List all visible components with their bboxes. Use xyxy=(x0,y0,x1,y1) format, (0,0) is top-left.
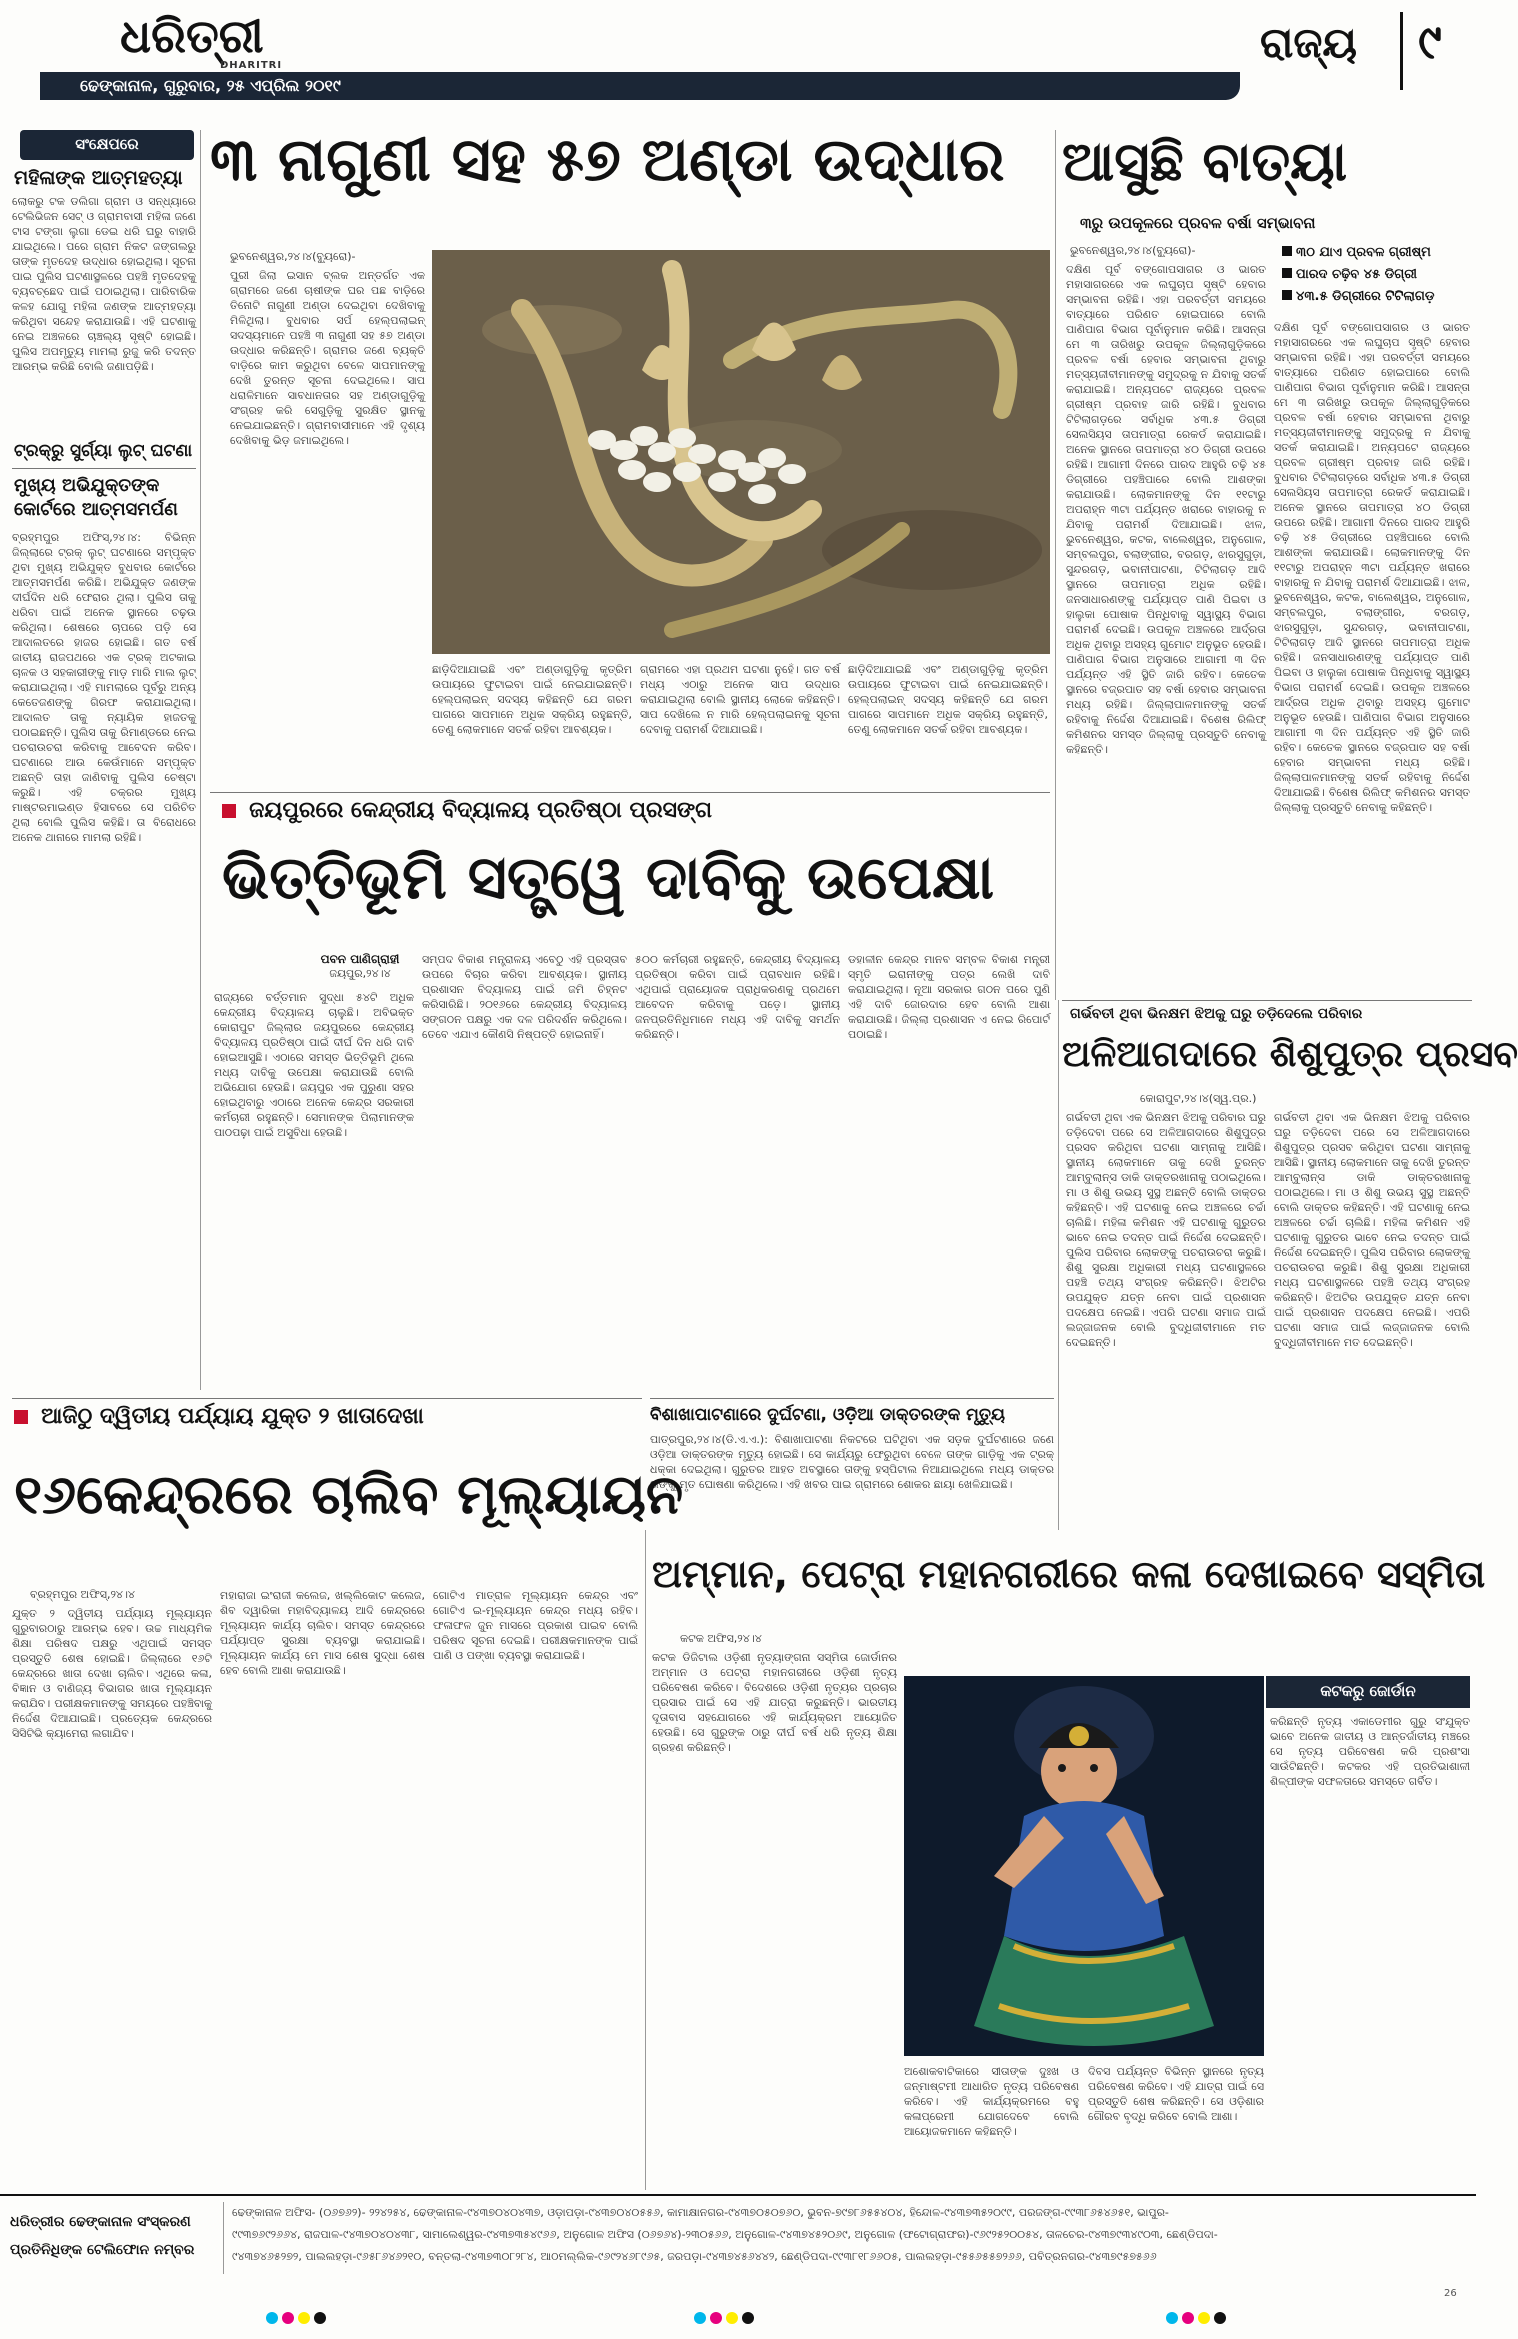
kv-col1: ରାଜ୍ୟରେ ବର୍ତ୍ତମାନ ସୁଦ୍ଧା ୫୪ଟି ଅଧିକ କେନ୍ଦ୍ରୀୟ ବିଦ୍ୟାଳୟ ଚାଲୁଛି। ଅବିଭକ୍ତ କୋରାପୁଟ ଜିଲ୍ଲାର ଜୟପୁରରେ କେନ୍ଦ୍ରୀୟ ବିଦ୍ୟାଳୟ ପ୍ରତିଷ୍ଠା ପାଇଁ ଦୀର୍ଘ ଦିନ ଧରି ଦାବି ହୋଇଆସୁଛି। ଏଠାରେ ସମସ୍ତ ଭିତ୍ତିଭୂମି ଥିଲେ ମଧ୍ୟ ଦାବିକୁ ଉପେକ୍ଷା କରାଯାଉଛି ବୋଲି ଅଭିଯୋଗ ହେଉଛି। ଜୟପୁର ଏକ ପୁରୁଣା ସହର ହୋଇଥିବାରୁ ଏଠାରେ ଅନେକ କେନ୍ଦ୍ର ସରକାରୀ କର୍ମଚାରୀ ରହୁଛନ୍ତି। ସେମାନଙ୍କ ପିଲାମାନଙ୍କ ପାଠପଢ଼ା ପାଇଁ ଅସୁବିଧା ହେଉଛି। xyxy=(214,991,414,1139)
page-code: 26 xyxy=(1444,2288,1457,2299)
logo-text: ଧରିତ୍ରୀ xyxy=(120,9,264,63)
section-rule xyxy=(210,792,1050,793)
aligarh-col2: ଗର୍ଭବତୀ ଥିବା ଏକ ଭିନକ୍ଷମ ଝିଅକୁ ପରିବାର ଘରୁ ତଡ଼ିଦେବା ପରେ ସେ ଅଳିଆଗଦାରେ ଶିଶୁପୁତ୍ର ପ୍ରସବ କରିଥିବା ଘଟଣା ସାମ୍ନାକୁ ଆସିଛି। ସ୍ଥାନୀୟ ଲୋକମାନେ ତାକୁ ଦେଖି ତୁରନ୍ତ ଆମ୍ବୁଲାନ୍ସ ଡାକି ଡାକ୍ତରଖାନାକୁ ପଠାଇଥିଲେ। ମା ଓ ଶିଶୁ ଉଭୟ ସୁସ୍ଥ ଅଛନ୍ତି ବୋଲି ଡାକ୍ତର କହିଛନ୍ତି। ଏହି ଘଟଣାକୁ ନେଇ ଅଞ୍ଚଳରେ ଚର୍ଚ୍ଚା ଚାଲିଛି। ମହିଳା କମିଶନ ଏହି ଘଟଣାକୁ ଗୁରୁତର ଭାବେ ନେଇ ତଦନ୍ତ ପାଇଁ ନିର୍ଦ୍ଦେଶ ଦେଇଛନ୍ତି। ପୁଲିସ ପରିବାର ଲୋକଙ୍କୁ ପଚରାଉଚରା କରୁଛି। ଶିଶୁ ସୁରକ୍ଷା ଅଧିକାରୀ ମଧ୍ୟ ଘଟଣାସ୍ଥଳରେ ପହଞ୍ଚି ତଥ୍ୟ ସଂଗ୍ରହ କରିଛନ୍ତି। ଝିଅଟିର ଉପଯୁକ୍ତ ଯତ୍ନ ନେବା ପାଇଁ ପ୍ରଶାସନ ପଦକ୍ଷେପ ନେଇଛି। ଏପରି ଘଟଣା ସମାଜ ପାଇଁ ଲଜ୍ଜାଜନକ ବୋଲି ବୁଦ୍ଧିଜୀବୀମାନେ ମତ ଦେଇଛନ୍ତି। xyxy=(1274,1111,1470,1349)
section-rule xyxy=(650,1398,1054,1399)
brief-heading-1: ମହିଳାଙ୍କ ଆତ୍ମହତ୍ୟା xyxy=(14,167,183,189)
footer-phone-line: ଢେଙ୍କାନାଳ ଅଫିସ- (୦୬୭୬୨)- ୨୨୪୨୫୪, ଢେଙ୍କାନାଳ-୯୪୩୭୦୪୦୪୩୭, ଓଡ଼ାପଡ଼ା-୯୪୩୭୦୪୦୫୫୬, କାମାକ୍ଷାନଗର-୯୪୩୭୦୫୦୭୬୦, ଭୁବନ-୭୯୭୮୬୫୫୪୦୪, ହିନ୍ଦୋଳ-୯୪୩୭୩୫୨୦୯୯, ପରଜଙ୍ଗ-୯୯୩୮୬୫୪୬୫୧, ଭାପୁର- xyxy=(232,2206,1169,2219)
section-box xyxy=(1240,0,1476,106)
cyclone-body-col2: ଦକ୍ଷିଣ ପୂର୍ବ ବଙ୍ଗୋପସାଗର ଓ ଭାରତ ମହାସାଗରରେ ଏକ ଲଘୁଚାପ ସୃଷ୍ଟି ହେବାର ସମ୍ଭାବନା ରହିଛି। ଏହା ପରବର୍ତ୍ତୀ ସମୟରେ ବାତ୍ୟାରେ ପରିଣତ ହୋଇପାରେ ବୋଲି ପାଣିପାଗ ବିଭାଗ ପୂର୍ବାନୁମାନ କରିଛି। ଆସନ୍ତା ମେ ୩ ତାରିଖରୁ ଉପକୂଳ ଜିଲ୍ଲାଗୁଡ଼ିକରେ ପ୍ରବଳ ବର୍ଷା ହେବାର ସମ୍ଭାବନା ଥିବାରୁ ମତ୍ସ୍ୟଜୀବୀମାନଙ୍କୁ ସମୁଦ୍ରକୁ ନ ଯିବାକୁ ସତର୍କ କରାଯାଇଛି। ଅନ୍ୟପଟେ ରାଜ୍ୟରେ ପ୍ରବଳ ଗ୍ରୀଷ୍ମ ପ୍ରବାହ ଜାରି ରହିଛି। ବୁଧବାର ଟିଟିଲାଗଡ଼ରେ ସର୍ବାଧିକ ୪୩.୫ ଡିଗ୍ରୀ ସେଲସିୟସ ତାପମାତ୍ରା ରେକର୍ଡ କରାଯାଇଛି। ଅନେକ ସ୍ଥାନରେ ତାପମାତ୍ରା ୪୦ ଡିଗ୍ରୀ ଉପରେ ରହିଛି। ଆଗାମୀ ଦିନରେ ପାରଦ ଆହୁରି ଚଢ଼ି ୪୫ ଡିଗ୍ରୀରେ ପହଞ୍ଚିପାରେ ବୋଲି ଆଶଙ୍କା କରାଯାଉଛି। ଲୋକମାନଙ୍କୁ ଦିନ ୧୧ଟାରୁ ଅପରାହ୍ନ ୩ଟା ପର୍ଯ୍ୟନ୍ତ ଖରାରେ ବାହାରକୁ ନ ଯିବାକୁ ପରାମର୍ଶ ଦିଆଯାଇଛି। ଝାଳ, ଭୁବନେଶ୍ୱର, କଟକ, ବାଲେଶ୍ୱର, ଅନୁଗୋଳ, ସମ୍ବଲପୁର, ବଲାଙ୍ଗୀର, ବରଗଡ଼, ଝାରସୁଗୁଡ଼ା, ସୁନ୍ଦରଗଡ଼, ଭବାନୀପାଟଣା, ଟିଟିଲାଗଡ଼ ଆଦି ସ୍ଥାନରେ ତାପମାତ୍ରା ଅଧିକ ରହିଛି। ଜନସାଧାରଣଙ୍କୁ ପର୍ଯ୍ୟାପ୍ତ ପାଣି ପିଇବା ଓ ହାଲୁକା ପୋଷାକ ପିନ୍ଧିବାକୁ ସ୍ୱାସ୍ଥ୍ୟ ବିଭାଗ ପରାମର୍ଶ ଦେଇଛି। ଉପକୂଳ ଅଞ୍ଚଳରେ ଆର୍ଦ୍ରତା ଅଧିକ ଥିବାରୁ ଅସହ୍ୟ ଗୁମୋଟ ଅନୁଭୂତ ହେଉଛି। ପାଣିପାଗ ବିଭାଗ ଅନୁସାରେ ଆଗାମୀ ୩ ଦିନ ପର୍ଯ୍ୟନ୍ତ ଏହି ସ୍ଥିତି ଜାରି ରହିବ। କେତେକ ସ୍ଥାନରେ ବଜ୍ରପାତ ସହ ବର୍ଷା ହେବାର ସମ୍ଭାବନା ମଧ୍ୟ ରହିଛି। ଜିଲ୍ଲାପାଳମାନଙ୍କୁ ସତର୍କ ରହିବାକୁ ନିର୍ଦ୍ଦେଶ ଦିଆଯାଇଛି। ବିଶେଷ ରିଲିଫ୍ କମିଶନର ସମସ୍ତ ଜିଲ୍ଲାକୁ ପ୍ରସ୍ତୁତି ନେବାକୁ କହିଛନ୍ତି। xyxy=(1274,321,1470,814)
kicker-marker xyxy=(14,1410,28,1424)
cyan-dot xyxy=(694,2312,706,2324)
cyclone-dateline: ଭୁବନେଶ୍ୱର,୨୪।୪(ବ୍ୟୁରୋ)- xyxy=(1070,244,1196,257)
logo-subtext: DHARITRI xyxy=(220,60,283,71)
section-name: ରାଜ୍ୟ xyxy=(1260,18,1358,67)
exam-kicker xyxy=(14,1404,634,1434)
aligarh-dateline: କୋରାପୁଟ,୨୪।୪(ସ୍ୱ.ପ୍ର.) xyxy=(1140,1092,1257,1105)
footer-phone-line: ୯୪୩୭୪୬୫୨୭୨, ପାଲଲହଡ଼ା-୯୬୫୮୬୪୬୨୧୦, ବନ୍ତଲା-୯୪୩୭୩୦୮୨୮୪, ଆଠମଲ୍ଲିକ-୯୬୯୨୪୬୮୯୬୫, ଜରପଡ଼ା-୯୪୩୭୪୫୬୪୪୨, ଛେଣ୍ଡିପଦା-୯୯୩୮୧୮୬୬୦୫, ପାଲଲହଡ଼ା-୯୫୫୬୫୫୭୨୬୬, ପବିତ୍ରନଗର-୯୪୩୭୯୫୭୫୬୬ xyxy=(232,2250,1157,2263)
yellow-dot xyxy=(726,2312,738,2324)
aligarh-headline: ଅଳିଆଗଦାରେ ଶିଶୁପୁତ୍ର ପ୍ରସବ xyxy=(1062,1034,1518,1075)
logo xyxy=(120,8,340,71)
footer-label-box xyxy=(4,2202,224,2274)
cyclone-subhead: ୩ରୁ ଉପକୂଳରେ ପ୍ରବଳ ବର୍ଷା ସମ୍ଭାବନା xyxy=(1080,214,1316,232)
cyclone-body-col1: ଦକ୍ଷିଣ ପୂର୍ବ ବଙ୍ଗୋପସାଗର ଓ ଭାରତ ମହାସାଗରରେ ଏକ ଲଘୁଚାପ ସୃଷ୍ଟି ହେବାର ସମ୍ଭାବନା ରହିଛି। ଏହା ପରବର୍ତ୍ତୀ ସମୟରେ ବାତ୍ୟାରେ ପରିଣତ ହୋଇପାରେ ବୋଲି ପାଣିପାଗ ବିଭାଗ ପୂର୍ବାନୁମାନ କରିଛି। ଆସନ୍ତା ମେ ୩ ତାରିଖରୁ ଉପକୂଳ ଜିଲ୍ଲାଗୁଡ଼ିକରେ ପ୍ରବଳ ବର୍ଷା ହେବାର ସମ୍ଭାବନା ଥିବାରୁ ମତ୍ସ୍ୟଜୀବୀମାନଙ୍କୁ ସମୁଦ୍ରକୁ ନ ଯିବାକୁ ସତର୍କ କରାଯାଇଛି। ଅନ୍ୟପଟେ ରାଜ୍ୟରେ ପ୍ରବଳ ଗ୍ରୀଷ୍ମ ପ୍ରବାହ ଜାରି ରହିଛି। ବୁଧବାର ଟିଟିଲାଗଡ଼ରେ ସର୍ବାଧିକ ୪୩.୫ ଡିଗ୍ରୀ ସେଲସିୟସ ତାପମାତ୍ରା ରେକର୍ଡ କରାଯାଇଛି। ଅନେକ ସ୍ଥାନରେ ତାପମାତ୍ରା ୪୦ ଡିଗ୍ରୀ ଉପରେ ରହିଛି। ଆଗାମୀ ଦିନରେ ପାରଦ ଆହୁରି ଚଢ଼ି ୪୫ ଡିଗ୍ରୀରେ ପହଞ୍ଚିପାରେ ବୋଲି ଆଶଙ୍କା କରାଯାଉଛି। ଲୋକମାନଙ୍କୁ ଦିନ ୧୧ଟାରୁ ଅପରାହ୍ନ ୩ଟା ପର୍ଯ୍ୟନ୍ତ ଖରାରେ ବାହାରକୁ ନ ଯିବାକୁ ପରାମର୍ଶ ଦିଆଯାଇଛି। ଝାଳ, ଭୁବନେଶ୍ୱର, କଟକ, ବାଲେଶ୍ୱର, ଅନୁଗୋଳ, ସମ୍ବଲପୁର, ବଲାଙ୍ଗୀର, ବରଗଡ଼, ଝାରସୁଗୁଡ଼ା, ସୁନ୍ଦରଗଡ଼, ଭବାନୀପାଟଣା, ଟିଟିଲାଗଡ଼ ଆଦି ସ୍ଥାନରେ ତାପମାତ୍ରା ଅଧିକ ରହିଛି। ଜନସାଧାରଣଙ୍କୁ ପର୍ଯ୍ୟାପ୍ତ ପାଣି ପିଇବା ଓ ହାଲୁକା ପୋଷାକ ପିନ୍ଧିବାକୁ ସ୍ୱାସ୍ଥ୍ୟ ବିଭାଗ ପରାମର୍ଶ ଦେଇଛି। ଉପକୂଳ ଅଞ୍ଚଳରେ ଆର୍ଦ୍ରତା ଅଧିକ ଥିବାରୁ ଅସହ୍ୟ ଗୁମୋଟ ଅନୁଭୂତ ହେଉଛି। ପାଣିପାଗ ବିଭାଗ ଅନୁସାରେ ଆଗାମୀ ୩ ଦିନ ପର୍ଯ୍ୟନ୍ତ ଏହି ସ୍ଥିତି ଜାରି ରହିବ। କେତେକ ସ୍ଥାନରେ ବଜ୍ରପାତ ସହ ବର୍ଷା ହେବାର ସମ୍ଭାବନା ମଧ୍ୟ ରହିଛି। ଜିଲ୍ଲାପାଳମାନଙ୍କୁ ସତର୍କ ରହିବାକୁ ନିର୍ଦ୍ଦେଶ ଦିଆଯାଇଛି। ବିଶେଷ ରିଲିଫ୍ କମିଶନର ସମସ୍ତ ଜିଲ୍ଲାକୁ ପ୍ରସ୍ତୁତି ନେବାକୁ କହିଛନ୍ତି। xyxy=(1066,263,1266,756)
exam-dateline: ବ୍ରହ୍ମପୁର ଅଫିସ୍,୨୪।୪ xyxy=(30,1588,135,1601)
snake-body-right-2: ଛାଡ଼ିଦିଆଯାଇଛି ଏବଂ ଅଣ୍ଡାଗୁଡ଼ିକୁ କୃତ୍ରିମ ଉପାୟରେ ଫୁଟାଇବା ପାଇଁ ନେଇଯାଇଛନ୍ତି। ହେଲ୍ପଲାଇନ୍ ସଦସ୍ୟ କହିଛନ୍ତି ଯେ ଗରମ ପାଗରେ ସାପମାନେ ଅଧିକ ସକ୍ରିୟ ରହୁଛନ୍ତି, ତେଣୁ ଲୋକମାନେ ସତର୍କ ରହିବା ଆବଶ୍ୟକ। xyxy=(848,663,1048,736)
masthead xyxy=(0,0,1476,106)
yellow-dot xyxy=(298,2312,310,2324)
cyclone-bullet-text: ୩ଠ ଯାଏ ପ୍ରବଳ ଗ୍ରୀଷ୍ମ xyxy=(1296,245,1431,260)
dance-col4: ଦିବସ ପର୍ଯ୍ୟନ୍ତ ବିଭିନ୍ନ ସ୍ଥାନରେ ନୃତ୍ୟ ପରିବେଷଣ କରିବେ। ଏହି ଯାତ୍ରା ପାଇଁ ସେ ପ୍ରସ୍ତୁତି ଶେଷ କରିଛନ୍ତି। ସେ ଓଡ଼ିଶାର ଗୌରବ ବୃଦ୍ଧି କରିବେ ବୋଲି ଆଶା। xyxy=(1088,2065,1264,2123)
column-rule xyxy=(1058,1000,1059,1530)
dance-badge-text: କଟକରୁ ଜୋର୍ଡାନ xyxy=(1320,1682,1416,1700)
cyan-dot xyxy=(266,2312,278,2324)
exam-col1: ଯୁକ୍ତ ୨ ଦ୍ୱିତୀୟ ପର୍ଯ୍ୟାୟ ମୂଲ୍ୟାୟନ ଗୁରୁବାରଠାରୁ ଆରମ୍ଭ ହେବ। ଉଚ୍ଚ ମାଧ୍ୟମିକ ଶିକ୍ଷା ପରିଷଦ ପକ୍ଷରୁ ଏଥିପାଇଁ ସମସ୍ତ ପ୍ରସ୍ତୁତି ଶେଷ ହୋଇଛି। ଜିଲ୍ଲାରେ ୧୬ଟି କେନ୍ଦ୍ରରେ ଖାତା ଦେଖା ଚାଲିବ। ଏଥିରେ କଳା, ବିଜ୍ଞାନ ଓ ବାଣିଜ୍ୟ ବିଭାଗର ଖାତା ମୂଲ୍ୟାୟନ କରାଯିବ। ପରୀକ୍ଷକମାନଙ୍କୁ ସମୟରେ ପହଞ୍ଚିବାକୁ ନିର୍ଦ୍ଦେଶ ଦିଆଯାଇଛି। ପ୍ରତ୍ୟେକ କେନ୍ଦ୍ରରେ ସିସିଟିଭି କ୍ୟାମେରା ଲଗାଯିବ। xyxy=(12,1607,212,1740)
footer-box xyxy=(0,2198,1476,2282)
dance-col1: କଟକ ଡିଜିଟାଲ ଓଡ଼ିଶୀ ନୃତ୍ୟାଙ୍ଗନା ସସ୍ମିତା ଜୋର୍ଡାନର ଅମ୍ମାନ ଓ ପେଟ୍ରା ମହାନଗରୀରେ ଓଡ଼ିଶୀ ନୃତ୍ୟ ପରିବେଷଣ କରିବେ। ବିଦେଶରେ ଓଡ଼ିଶୀ ନୃତ୍ୟର ପ୍ରଚାର ପ୍ରସାର ପାଇଁ ସେ ଏହି ଯାତ୍ରା କରୁଛନ୍ତି। ଭାରତୀୟ ଦୂତାବାସ ସହଯୋଗରେ ଏହି କାର୍ଯ୍ୟକ୍ରମ ଆୟୋଜିତ ହେଉଛି। ସେ ଗୁରୁଙ୍କ ଠାରୁ ଦୀର୍ଘ ବର୍ଷ ଧରି ନୃତ୍ୟ ଶିକ୍ଷା ଗ୍ରହଣ କରିଛନ୍ତି। xyxy=(652,1651,897,1754)
cyan-dot xyxy=(1166,2312,1178,2324)
exam-kicker-text: ଆଜିଠୁ ଦ୍ୱିତୀୟ ପର୍ଯ୍ୟାୟ ଯୁକ୍ତ ୨ ଖାତାଦେଖା xyxy=(41,1404,424,1429)
section-divider xyxy=(1400,12,1403,90)
vizag-body: ପାତ୍ରପୁର,୨୪।୪(ଡି.ଏ.ଏ.): ବିଶାଖାପାଟଣା ନିକଟରେ ଘଟିଥିବା ଏକ ସଡ଼କ ଦୁର୍ଘଟଣାରେ ଜଣେ ଓଡ଼ିଆ ଡାକ୍ତରଙ୍କ ମୃତ୍ୟୁ ହୋଇଛି। ସେ କାର୍ଯ୍ୟରୁ ଫେରୁଥିବା ବେଳେ ତାଙ୍କ ଗାଡ଼ିକୁ ଏକ ଟ୍ରକ୍ ଧକ୍କା ଦେଇଥିଲା। ଗୁରୁତର ଆହତ ଅବସ୍ଥାରେ ତାଙ୍କୁ ହସ୍ପିଟାଲ ନିଆଯାଇଥିଲେ ମଧ୍ୟ ଡାକ୍ତର ତାଙ୍କୁ ମୃତ ଘୋଷଣା କରିଥିଲେ। ଏହି ଖବର ପାଇ ଗ୍ରାମରେ ଶୋକର ଛାୟା ଖେଳିଯାଇଛି। xyxy=(650,1433,1054,1491)
page-number: ୯ xyxy=(1418,14,1442,70)
black-dot xyxy=(1214,2312,1226,2324)
kv-headline: ଭିତ୍ତିଭୂମି ସତ୍ତ୍ୱେ ଦାବିକୁ ଉପେକ୍ଷା xyxy=(222,843,995,913)
cyclone-bullet-text: ୪୩.୫ ଡିଗ୍ରୀରେ ଟିଟିଲାଗଡ଼ xyxy=(1296,289,1435,304)
column-rule xyxy=(645,1530,646,2190)
brief-label xyxy=(20,130,194,160)
kv-byline xyxy=(290,952,430,981)
exam-col3: ଗୋଟିଏ ମାତ୍ରାଳ ମୂଲ୍ୟାୟନ କେନ୍ଦ୍ର ଏବଂ ଗୋଟିଏ ଇ-ମୂଲ୍ୟାୟନ କେନ୍ଦ୍ର ମଧ୍ୟ ରହିବ। ଫଳାଫଳ ଜୁନ ମାସରେ ପ୍ରକାଶ ପାଇବ ବୋଲି ପରିଷଦ ସୂଚନା ଦେଇଛି। ପରୀକ୍ଷକମାନଙ୍କ ପାଇଁ ପାଣି ଓ ପଙ୍ଖା ବ୍ୟବସ୍ଥା କରାଯାଇଛି। xyxy=(433,1589,638,1662)
magenta-dot xyxy=(1182,2312,1194,2324)
footer-phone-line: ୯୯୩୭୬୯୨୬୬୪, ରାଜପାଳ-୯୪୩୭୦୪୦୪୩୮, ସାମାଲେଶ୍ୱର-୯୪୩୭୩୫୪୯୬୬, ଅନୁଗୋଳ ଅଫିସ (୦୬୭୬୪)-୨୩୦୫୬୬, ଅନୁଗୋଳ-୯୪୩୭୪୫୨୦୬୯, ଅନୁଗୋଳ (ଫଟୋଗ୍ରାଫର)-୯୬୯୨୫୨୦୦୫୪, ତାଳଚେର-୯୪୩୭୯୩୪୯୦୩, ଛେଣ୍ଡିପଦା- xyxy=(232,2228,1218,2241)
snake-dateline: ଭୁବନେଶ୍ୱର,୨୪।୪(ବ୍ୟୁରୋ)- xyxy=(230,250,356,263)
cyclone-bullet xyxy=(1282,286,1472,308)
section-rule xyxy=(12,1398,642,1399)
snake-body-right: ଗ୍ରାମରେ ଏହା ପ୍ରଥମ ଘଟଣା ନୁହେଁ। ଗତ ବର୍ଷ ମଧ୍ୟ ଏଠାରୁ ଅନେକ ସାପ ଉଦ୍ଧାର କରାଯାଇଥିଲା ବୋଲି ସ୍ଥାନୀୟ ଲୋକେ କହିଛନ୍ତି। ସାପ ଦେଖିଲେ ନ ମାରି ହେଲ୍ପଲାଇନକୁ ସୂଚନା ଦେବାକୁ ପରାମର୍ଶ ଦିଆଯାଇଛି। xyxy=(640,663,840,736)
magenta-dot xyxy=(710,2312,722,2324)
column-rule xyxy=(200,130,201,1390)
kv-byline-name: ପବନ ପାଣିଗ୍ରାହୀ xyxy=(320,952,400,966)
cyclone-headline: ଆସୁଛି ବାତ୍ୟା xyxy=(1062,130,1348,193)
section-rule xyxy=(1062,1000,1472,1001)
dateline-bar xyxy=(40,72,1240,100)
exam-headline: ୧୬କେନ୍ଦ୍ରରେ ଚାଲିବ ମୂଲ୍ୟାୟନ xyxy=(14,1463,684,1526)
column-rule xyxy=(1055,130,1056,1000)
kv-kicker xyxy=(222,798,1052,828)
snake-photo xyxy=(432,250,1050,654)
snake-headline: ୩ ନାଗୁଣୀ ସହ ୫୭ ଅଣ୍ଡା ଉଦ୍ଧାର xyxy=(210,125,1005,195)
cyclone-bullet xyxy=(1282,264,1472,286)
kv-col2: ସମ୍ପଦ ବିକାଶ ମନ୍ତ୍ରାଳୟ ଏବେଠୁ ଏହି ପ୍ରସ୍ତାବ ଉପରେ ବିଚାର କରିବା ଆବଶ୍ୟକ। ସ୍ଥାନୀୟ ପ୍ରଶାସନ ବିଦ୍ୟାଳୟ ପାଇଁ ଜମି ଚିହ୍ନଟ କରିସାରିଛି। ୨୦୧୬ରେ କେନ୍ଦ୍ରୀୟ ବିଦ୍ୟାଳୟ ସଙ୍ଗଠନ ପକ୍ଷରୁ ଏକ ଦଳ ପରିଦର୍ଶନ କରିଥିଲେ। ତେବେ ଏଯାଏ କୌଣସି ନିଷ୍ପତ୍ତି ହୋଇନାହିଁ। xyxy=(422,953,627,1041)
dancer-illustration xyxy=(904,1676,1264,2056)
black-dot xyxy=(742,2312,754,2324)
dance-badge xyxy=(1266,1676,1470,1708)
vizag-headline: ବିଶାଖାପାଟଣାରେ ଦୁର୍ଘଟଣା, ଓଡ଼ିଆ ଡାକ୍ତରଙ୍କ ମୃତ୍ୟୁ xyxy=(650,1405,1006,1425)
dance-dateline: କଟକ ଅଫିସ,୨୪।୪ xyxy=(680,1632,762,1645)
dateline: ଢେଙ୍କାନାଳ, ଗୁରୁବାର, ୨୫ ଏପ୍ରିଲ ୨୦୧୯ xyxy=(80,76,341,95)
exam-col2: ମହାରାଜା ଇଂରାଜୀ କଲେଜ, ଖଲ୍ଲିକୋଟ କଲେଜ, ଶିବ ଦ୍ୱାରିକା ମହାବିଦ୍ୟାଳୟ ଆଦି କେନ୍ଦ୍ରରେ ମୂଲ୍ୟାୟନ କାର୍ଯ୍ୟ ଚାଲିବ। ସମସ୍ତ କେନ୍ଦ୍ରରେ ପର୍ଯ୍ୟାପ୍ତ ସୁରକ୍ଷା ବ୍ୟବସ୍ଥା କରାଯାଇଛି। ମୂଲ୍ୟାୟନ କାର୍ଯ୍ୟ ମେ ମାସ ଶେଷ ସୁଦ୍ଧା ଶେଷ ହେବ ବୋଲି ଆଶା କରାଯାଉଛି। xyxy=(220,1589,425,1677)
snake-body-mid: ଛାଡ଼ିଦିଆଯାଇଛି ଏବଂ ଅଣ୍ଡାଗୁଡ଼ିକୁ କୃତ୍ରିମ ଉପାୟରେ ଫୁଟାଇବା ପାଇଁ ନେଇଯାଇଛନ୍ତି। ହେଲ୍ପଲାଇନ୍ ସଦସ୍ୟ କହିଛନ୍ତି ଯେ ଗରମ ପାଗରେ ସାପମାନେ ଅଧିକ ସକ୍ରିୟ ରହୁଛନ୍ତି, ତେଣୁ ଲୋକମାନେ ସତର୍କ ରହିବା ଆବଶ୍ୟକ। xyxy=(432,663,632,736)
kv-dateline: ଜୟପୁର,୨୪।୪ xyxy=(329,967,391,980)
cyclone-bullet-text: ପାରଦ ଚଢ଼ିବ ୪୫ ଡିଗ୍ରୀ xyxy=(1296,267,1417,282)
kv-col3: ୫୦୦ କର୍ମଚାରୀ ରହୁଛନ୍ତି, କେନ୍ଦ୍ରୀୟ ବିଦ୍ୟାଳୟ ପ୍ରତିଷ୍ଠା କରିବା ପାଇଁ ପ୍ରାବଧାନ ରହିଛି। ଏଥିପାଇଁ ପ୍ରାୟୋଜକ ପ୍ରାଧିକରଣକୁ ପ୍ରଥମେ ଆବେଦନ କରିବାକୁ ପଡ଼େ। ସ୍ଥାନୀୟ ଜନପ୍ରତିନିଧିମାନେ ମଧ୍ୟ ଏହି ଦାବିକୁ ସମର୍ଥନ କରିଛନ୍ତି। xyxy=(635,953,840,1041)
snake-body-left: ପୁରୀ ଜିଲା ଇସାନ ବ୍ଲକ ଅନ୍ତର୍ଗତ ଏକ ଗ୍ରାମରେ ଜଣେ ଚାଷୀଙ୍କ ଘର ପଛ ବାଡ଼ିରେ ତିନୋଟି ନାଗୁଣୀ ଅଣ୍ଡା ଦେଇଥିବା ଦେଖିବାକୁ ମିଳିଥିଲା। ବୁଧବାର ସର୍ପ ହେଲ୍ପଲାଇନ୍ ସଦସ୍ୟମାନେ ପହଞ୍ଚି ୩ ନାଗୁଣୀ ସହ ୫୭ ଅଣ୍ଡା ଉଦ୍ଧାର କରିଛନ୍ତି। ଗ୍ରାମର ଜଣେ ବ୍ୟକ୍ତି ବାଡ଼ିରେ କାମ କରୁଥିବା ବେଳେ ସାପମାନଙ୍କୁ ଦେଖି ତୁରନ୍ତ ସୂଚନା ଦେଇଥିଲେ। ସାପ ଧରାଳିମାନେ ସାବଧାନତାର ସହ ଅଣ୍ଡାଗୁଡ଼ିକୁ ସଂଗ୍ରହ କରି ସେଗୁଡ଼ିକୁ ସୁରକ୍ଷିତ ସ୍ଥାନକୁ ନେଇଯାଇଛନ୍ତି। ଗ୍ରାମବାସୀମାନେ ଏହି ଦୃଶ୍ୟ ଦେଖିବାକୁ ଭିଡ଼ ଜମାଇଥିଲେ। xyxy=(230,269,425,447)
brief-heading-2: ଟ୍ରକ୍‌ରୁ ସୁର୍ଗ୍ୟା ଲୁଟ୍ ଘଟଣା xyxy=(14,441,193,461)
kv-kicker-text: ଜୟପୁରରେ କେନ୍ଦ୍ରୀୟ ବିଦ୍ୟାଳୟ ପ୍ରତିଷ୍ଠା ପ୍ରସଙ୍ଗ xyxy=(249,798,713,823)
cyclone-bullets xyxy=(1282,242,1472,308)
brief-body-2: ବ୍ରହ୍ମପୁର ଅଫିସ୍,୨୪।୪: ବିଭିନ୍ନ ଜିଲ୍ଲାରେ ଟ୍ରକ୍ ଲୁଟ୍ ଘଟଣାରେ ସମ୍ପୃକ୍ତ ଥିବା ମୁଖ୍ୟ ଅଭିଯୁକ୍ତ ବୁଧବାର କୋର୍ଟରେ ଆତ୍ମସମର୍ପଣ କରିଛି। ଅଭିଯୁକ୍ତ ଜଣଙ୍କ ଦୀର୍ଘଦିନ ଧରି ଫେରାର ଥିଲା। ପୁଲିସ ତାକୁ ଧରିବା ପାଇଁ ଅନେକ ସ୍ଥାନରେ ଚଢ଼ଉ କରିଥିଲା। ଶେଷରେ ଚାପରେ ପଡ଼ି ସେ ଆଦାଲତରେ ହାଜର ହୋଇଛି। ଗତ ବର୍ଷ ଜାତୀୟ ରାଜପଥରେ ଏକ ଟ୍ରକ୍ ଅଟକାଇ ଚାଳକ ଓ ସହକାରୀଙ୍କୁ ମାଡ଼ ମାରି ମାଲ ଲୁଟ୍ କରାଯାଇଥିଲା। ଏହି ମାମଲାରେ ପୂର୍ବରୁ ଅନ୍ୟ କେତେଜଣଙ୍କୁ ଗିରଫ କରାଯାଇଥିଲା। ଆଦାଲତ ତାକୁ ନ୍ୟାୟିକ ହାଜତକୁ ପଠାଇଛନ୍ତି। ପୁଲିସ ତାକୁ ରିମାଣ୍ଡରେ ନେଇ ପଚରାଉଚରା କରିବାକୁ ଆବେଦନ କରିବ। ଘଟଣାରେ ଆଉ କେଉଁମାନେ ସମ୍ପୃକ୍ତ ଅଛନ୍ତି ତାହା ଜାଣିବାକୁ ପୁଲିସ ଚେଷ୍ଟା କରୁଛି। ଏହି ଚକ୍ରର ମୁଖ୍ୟ ମାଷ୍ଟରମାଇଣ୍ଡ ହିସାବରେ ସେ ପରିଚିତ ଥିଲା ବୋଲି ପୁଲିସ କହିଛି। ତା ବିରୋଧରେ ଅନେକ ଥାନାରେ ମାମଲା ରହିଛି। xyxy=(12,531,196,844)
aligarh-col1: ଗର୍ଭବତୀ ଥିବା ଏକ ଭିନକ୍ଷମ ଝିଅକୁ ପରିବାର ଘରୁ ତଡ଼ିଦେବା ପରେ ସେ ଅଳିଆଗଦାରେ ଶିଶୁପୁତ୍ର ପ୍ରସବ କରିଥିବା ଘଟଣା ସାମ୍ନାକୁ ଆସିଛି। ସ୍ଥାନୀୟ ଲୋକମାନେ ତାକୁ ଦେଖି ତୁରନ୍ତ ଆମ୍ବୁଲାନ୍ସ ଡାକି ଡାକ୍ତରଖାନାକୁ ପଠାଇଥିଲେ। ମା ଓ ଶିଶୁ ଉଭୟ ସୁସ୍ଥ ଅଛନ୍ତି ବୋଲି ଡାକ୍ତର କହିଛନ୍ତି। ଏହି ଘଟଣାକୁ ନେଇ ଅଞ୍ଚଳରେ ଚର୍ଚ୍ଚା ଚାଲିଛି। ମହିଳା କମିଶନ ଏହି ଘଟଣାକୁ ଗୁରୁତର ଭାବେ ନେଇ ତଦନ୍ତ ପାଇଁ ନିର୍ଦ୍ଦେଶ ଦେଇଛନ୍ତି। ପୁଲିସ ପରିବାର ଲୋକଙ୍କୁ ପଚରାଉଚରା କରୁଛି। ଶିଶୁ ସୁରକ୍ଷା ଅଧିକାରୀ ମଧ୍ୟ ଘଟଣାସ୍ଥଳରେ ପହଞ୍ଚି ତଥ୍ୟ ସଂଗ୍ରହ କରିଛନ୍ତି। ଝିଅଟିର ଉପଯୁକ୍ତ ଯତ୍ନ ନେବା ପାଇଁ ପ୍ରଶାସନ ପଦକ୍ଷେପ ନେଇଛି। ଏପରି ଘଟଣା ସମାଜ ପାଇଁ ଲଜ୍ଜାଜନକ ବୋଲି ବୁଦ୍ଧିଜୀବୀମାନେ ମତ ଦେଇଛନ୍ତି। xyxy=(1066,1111,1266,1349)
brief-label-text: ସଂକ୍ଷେପରେ xyxy=(75,135,139,153)
yellow-dot xyxy=(1198,2312,1210,2324)
brief-heading-3: ମୁଖ୍ୟ ଅଭିଯୁକ୍ତଙ୍କ କୋର୍ଟରେ ଆତ୍ମସମର୍ପଣ xyxy=(14,475,178,520)
cyclone-bullet xyxy=(1282,242,1472,264)
footer-label: ଧରିତ୍ରୀର ଢେଙ୍କାନାଳ ସଂସ୍କରଣ ପ୍ରତିନିଧିଙ୍କ ଟେଲିଫୋନ ନମ୍ବର xyxy=(10,2214,195,2258)
footer-rule xyxy=(0,2194,1476,2196)
kicker-marker xyxy=(222,804,236,818)
dance-headline: ଅମ୍ମାନ, ପେଟ୍ରା ମହାନଗରୀରେ କଳା ଦେଖାଇବେ ସସ୍ମିତା xyxy=(652,1552,1486,1596)
dance-photo xyxy=(904,1676,1264,2056)
brief-divider xyxy=(12,468,196,469)
brief-body-1: ଲୋକରୁ ଟକ ଡଲିଗା ଗ୍ରାମ ଓ ସନ୍ଧ୍ୟାରେ ଟେଲିଭିଜନ ସେଟ୍ ଓ ଗ୍ରାମବାସୀ ମହିଳା ଜଣେ ଟାସ ଟଙ୍ଗା ଲୁଗା ଡେଇ ଧରି ଘରୁ ବାହାରି ଯାଇଥିଲେ। ପରେ ଗ୍ରାମ ନିକଟ ଜଙ୍ଗଲରୁ ତାଙ୍କ ମୃତଦେହ ଉଦ୍ଧାର ହୋଇଥିଲା। ସୂଚନା ପାଇ ପୁଲିସ ଘଟଣାସ୍ଥଳରେ ପହଞ୍ଚି ମୃତଦେହକୁ ବ୍ୟବଚ୍ଛେଦ ପାଇଁ ପଠାଇଥିଲା। ପାରିବାରିକ କଳହ ଯୋଗୁ ମହିଳା ଜଣଙ୍କ ଆତ୍ମହତ୍ୟା କରିଥିବା ସନ୍ଦେହ କରାଯାଉଛି। ଏହି ଘଟଣାକୁ ନେଇ ଅଞ୍ଚଳରେ ଚାଞ୍ଚଲ୍ୟ ସୃଷ୍ଟି ହୋଇଛି। ପୁଲିସ ଅପମୃତ୍ୟୁ ମାମଲା ରୁଜୁ କରି ତଦନ୍ତ ଆରମ୍ଭ କରିଛି ବୋଲି ଜଣାପଡ଼ିଛି। xyxy=(12,195,196,373)
dance-col2: କରିଛନ୍ତି ନୃତ୍ୟ ଏକାଡେମୀର ଗୁରୁ ସଂଯୁକ୍ତ ଭାବେ ଅନେକ ଜାତୀୟ ଓ ଆନ୍ତର୍ଜାତୀୟ ମଞ୍ଚରେ ସେ ନୃତ୍ୟ ପରିବେଷଣ କରି ପ୍ରଶଂସା ସାଉଁଟିଛନ୍ତି। କଟକର ଏହି ପ୍ରତିଭାଶାଳୀ ଶିଳ୍ପୀଙ୍କ ସଫଳତାରେ ସମସ୍ତେ ଗର୍ବିତ। xyxy=(1270,1715,1470,1788)
magenta-dot xyxy=(282,2312,294,2324)
dance-col3: ଅଶୋକବାଟିକାରେ ସୀତାଙ୍କ ଦୁଃଖ ଓ ଜନ୍ମାଷ୍ଟମୀ ଆଧାରିତ ନୃତ୍ୟ ପରିବେଷଣ କରିବେ। ଏହି କାର୍ଯ୍ୟକ୍ରମରେ ବହୁ କଳାପ୍ରେମୀ ଯୋଗଦେବେ ବୋଲି ଆୟୋଜକମାନେ କହିଛନ୍ତି। xyxy=(904,2065,1079,2138)
kv-col4: ଡହାଳୀନ କେନ୍ଦ୍ର ମାନବ ସମ୍ବଳ ବିକାଶ ମନ୍ତ୍ରୀ ସ୍ମୃତି ଇରାନୀଙ୍କୁ ପତ୍ର ଲେଖି ଦାବି କରାଯାଇଥିଲା। ନୂଆ ସରକାର ଗଠନ ପରେ ପୁଣି ଏହି ଦାବି ଜୋରଦାର ହେବ ବୋଲି ଆଶା କରାଯାଉଛି। ଜିଲ୍ଲା ପ୍ରଶାସନ ଏ ନେଇ ରିପୋର୍ଟ ପଠାଇଛି। xyxy=(848,953,1050,1041)
snake-illustration xyxy=(432,250,1050,654)
aligarh-kicker: ଗର୍ଭବତୀ ଥିବା ଭିନକ୍ଷମ ଝିଅକୁ ଘରୁ ତଡ଼ିଦେଲେ ପରିବାର xyxy=(1070,1006,1363,1022)
black-dot xyxy=(314,2312,326,2324)
